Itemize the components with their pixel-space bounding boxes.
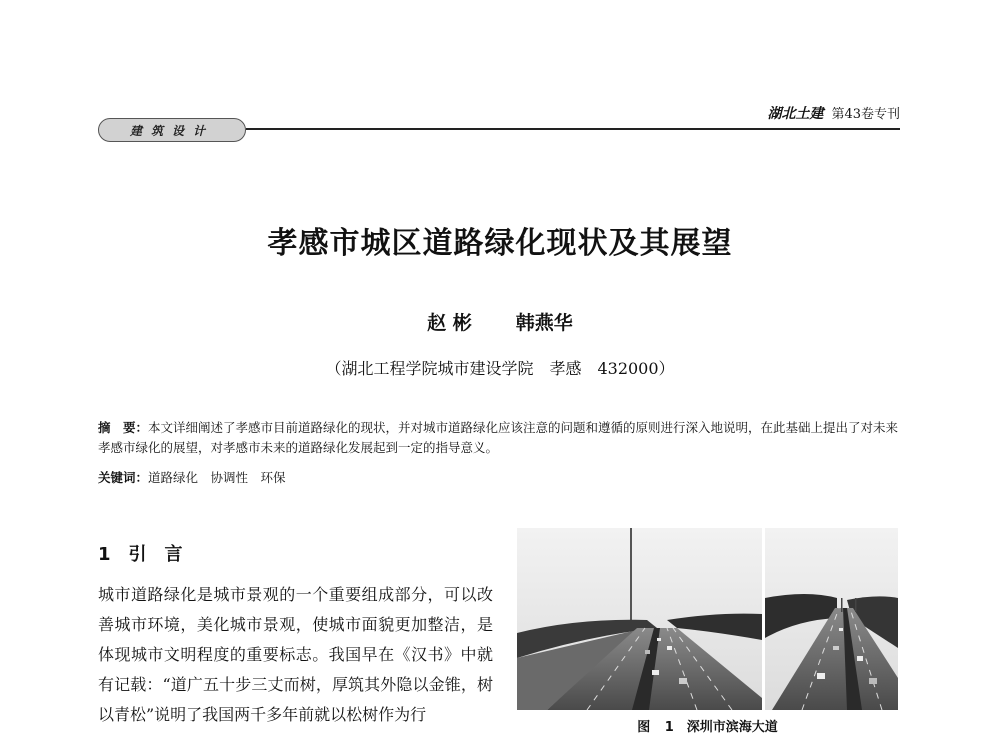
body-text: 城市道路绿化是城市景观的一个重要组成部分，可以改善城市环境，美化城市景观，使城市面貌更加整洁，是体现城市文明程度的重要标志。我国早在《汉书》中就有记载：“道广五十步三丈而树，厚筑其外隐以金锥，树以青松”说明了我国两千多年前就以松树作为行 <box>98 585 493 724</box>
abstract-label: 摘 要： <box>98 420 149 435</box>
figure-left-photo <box>517 528 762 710</box>
keywords <box>98 468 902 488</box>
figure-highway-photo <box>517 528 898 710</box>
section-heading: 1 引 言 <box>98 544 183 565</box>
figure-right-photo <box>765 528 898 710</box>
author-2: 韩燕华 <box>515 312 573 334</box>
figure-caption: 图 1 深圳市滨海大道 <box>637 720 778 735</box>
author-1: 赵 彬 <box>427 312 472 334</box>
section-tag: 建筑设计 <box>98 118 246 142</box>
authors <box>0 308 1000 335</box>
journal-header <box>720 103 900 123</box>
abstract-text: 本文详细阐述了孝感市目前道路绿化的现状，并对城市道路绿化应该注意的问题和遵循的原则进行深入地说明，在此基础上提出了对未来孝感市绿化的展望，对孝感市未来的道路绿化发展起到一定的指导意义。 <box>98 420 899 455</box>
header-rule <box>246 128 900 130</box>
keywords-label: 关键词： <box>98 470 149 485</box>
keywords-text: 道路绿化 协调性 环保 <box>148 470 286 485</box>
paper-title: 孝感市城区道路绿化现状及其展望 <box>267 226 733 261</box>
abstract <box>98 418 902 458</box>
journal-issue: 第43卷专刊 <box>831 107 900 122</box>
affiliation: （湖北工程学院城市建设学院 孝感 432000） <box>325 359 675 378</box>
journal-brand: 湖北土建 <box>767 106 824 122</box>
